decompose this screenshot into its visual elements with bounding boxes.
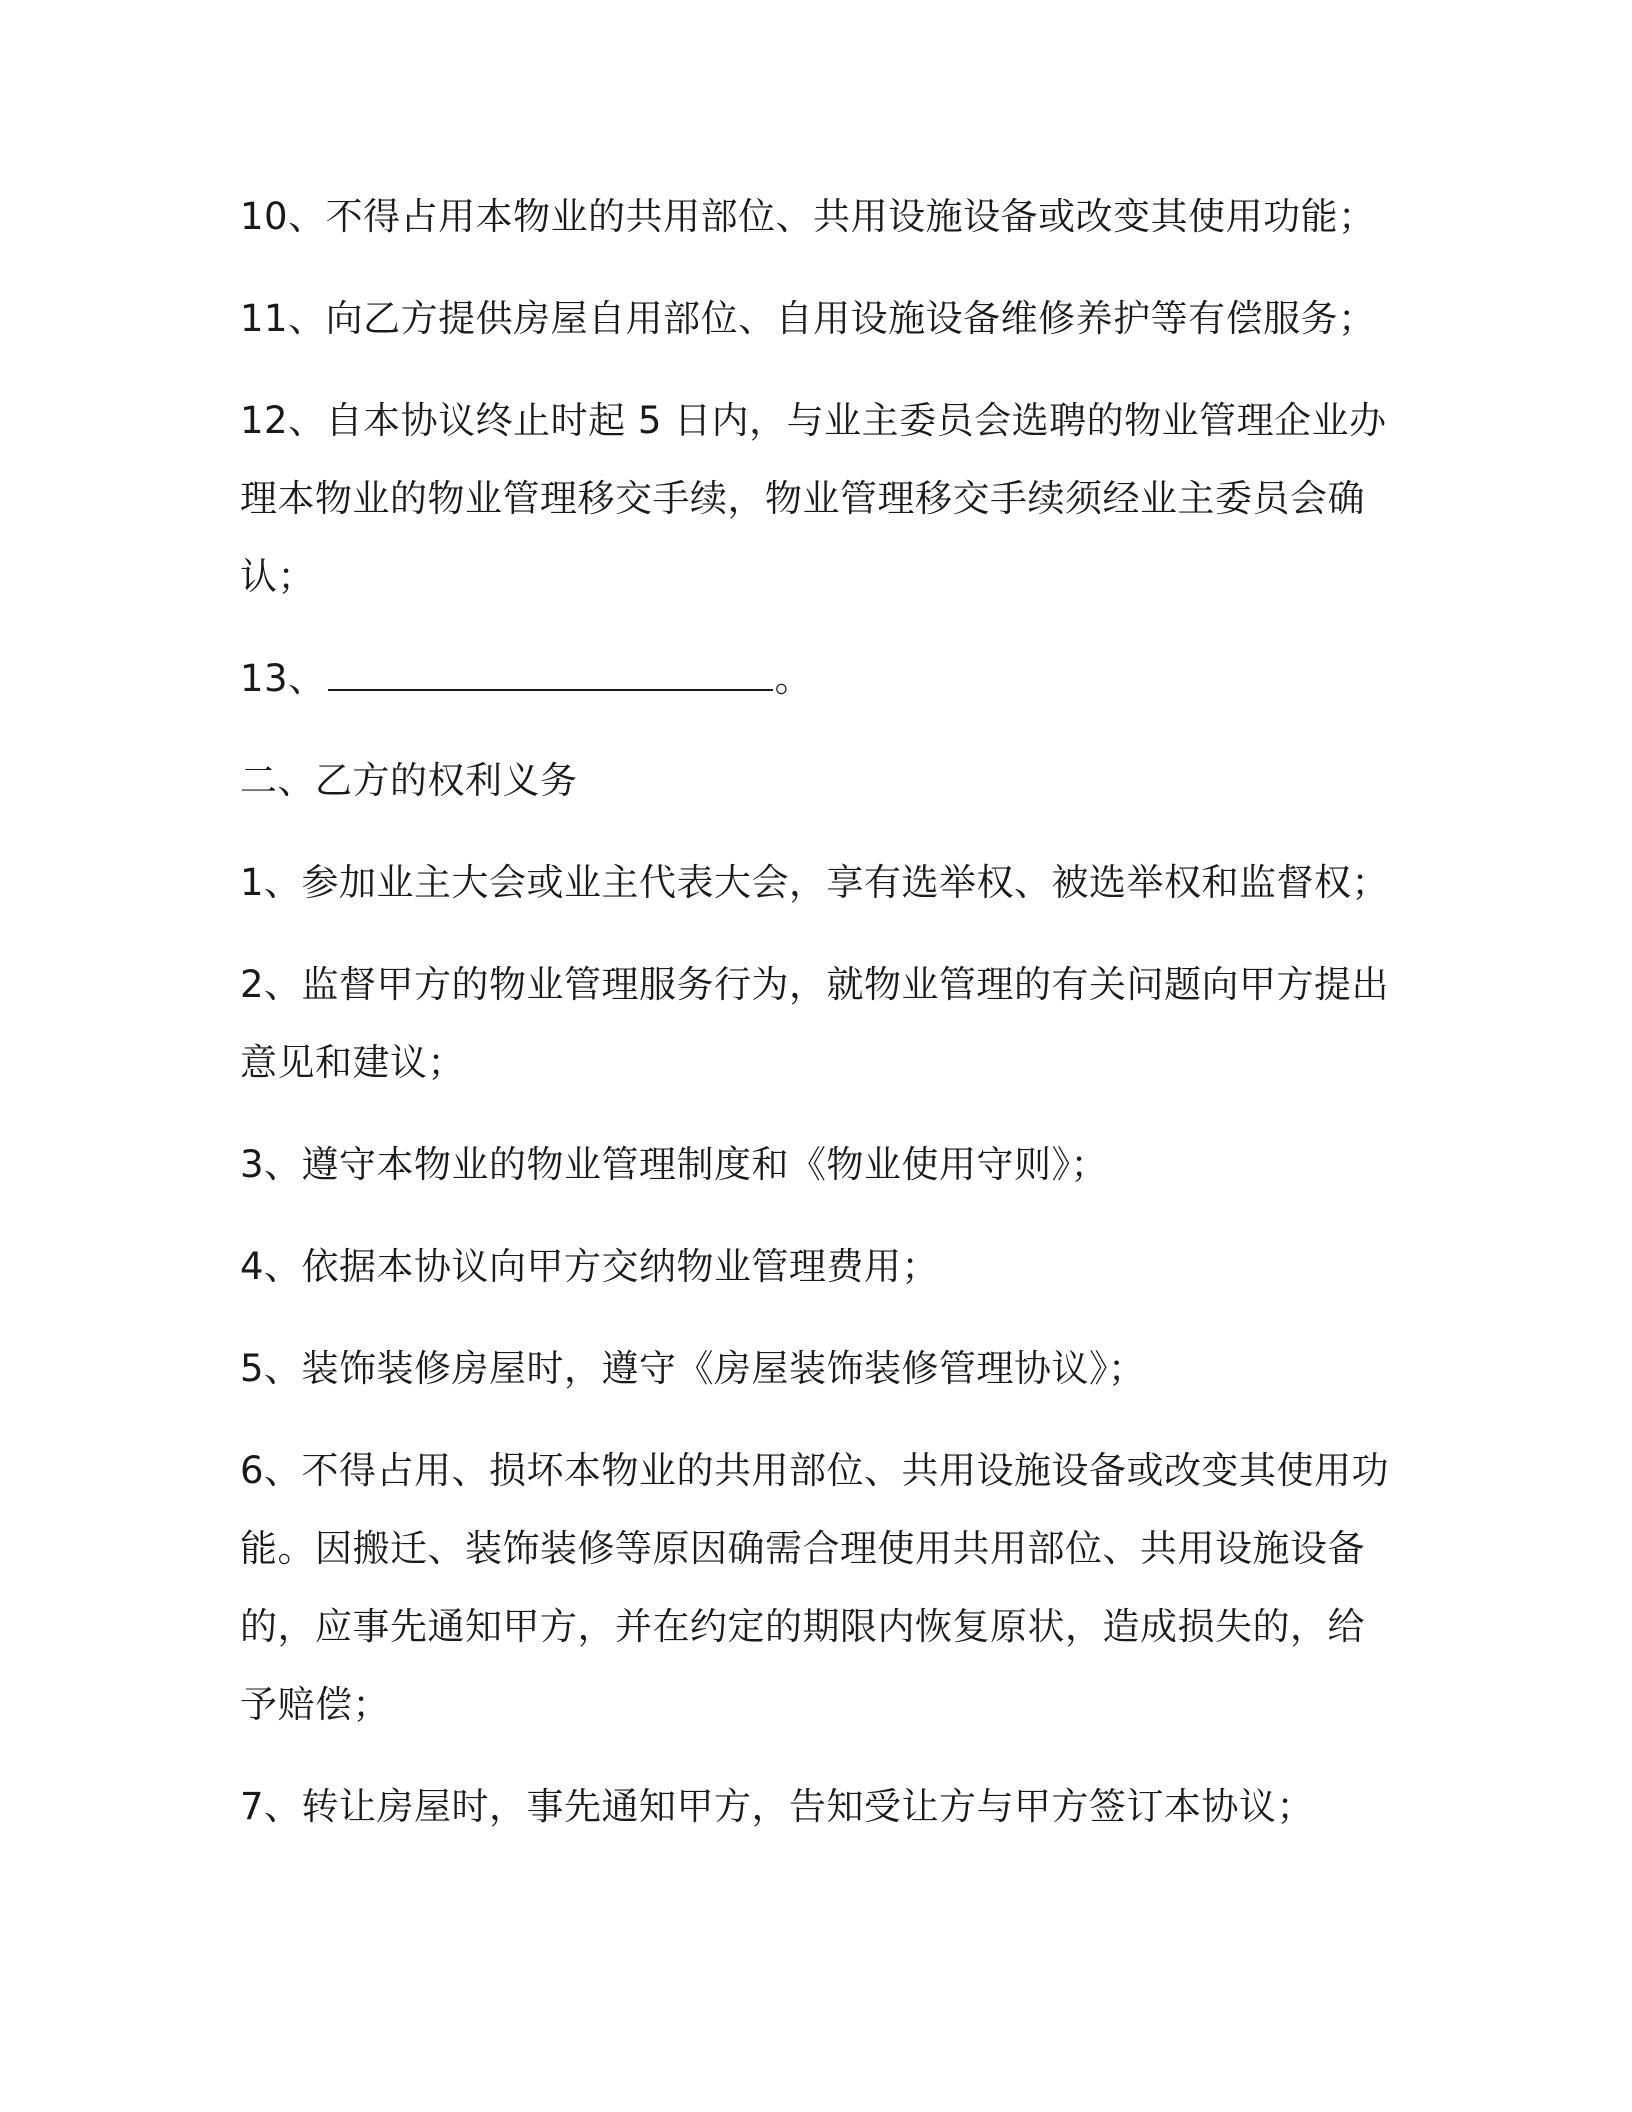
text-line-item-1: 1、参加业主大会或业主代表大会，享有选举权、被选举权和监督权； bbox=[240, 861, 1390, 904]
text-line-item-2: 2、监督甲方的物业管理服务行为，就物业管理的有关问题向甲方提出 bbox=[240, 963, 1390, 1006]
text-line-item-10: 10、不得占用本物业的共用部位、共用设施设备或改变其使用功能； bbox=[240, 195, 1376, 238]
text-line-item-12: 12、自本协议终止时起 5 日内，与业主委员会选聘的物业管理企业办 bbox=[240, 399, 1387, 442]
item-13-number: 13、 bbox=[240, 657, 326, 700]
text-line-item-3: 3、遵守本物业的物业管理制度和《物业使用守则》； bbox=[240, 1143, 1109, 1186]
text-line-item-11: 11、向乙方提供房屋自用部位、自用设施设备维修养护等有偿服务； bbox=[240, 297, 1376, 340]
fill-in-blank bbox=[328, 659, 773, 691]
text-line-item-6-end: 予赔偿； bbox=[240, 1683, 390, 1726]
text-line-item-12-end: 认； bbox=[240, 555, 315, 598]
text-line-item-12-cont: 理本物业的物业管理移交手续，物业管理移交手续须经业主委员会确 bbox=[240, 477, 1365, 520]
text-line-item-13 bbox=[240, 659, 1400, 699]
section-heading: 二、乙方的权利义务 bbox=[240, 759, 578, 802]
text-line-item-2-cont: 意见和建议； bbox=[240, 1041, 465, 1084]
text-line-item-6-cont-1: 能。因搬迁、装饰装修等原因确需合理使用共用部位、共用设施设备 bbox=[240, 1527, 1365, 1570]
text-line-item-4: 4、依据本协议向甲方交纳物业管理费用； bbox=[240, 1245, 940, 1288]
text-line-item-6: 6、不得占用、损坏本物业的共用部位、共用设施设备或改变其使用功 bbox=[240, 1449, 1390, 1492]
text-line-item-6-cont-2: 的，应事先通知甲方，并在约定的期限内恢复原状，造成损失的，给 bbox=[240, 1605, 1365, 1648]
item-13-end: 。 bbox=[774, 657, 813, 700]
text-line-item-7: 7、转让房屋时，事先通知甲方，告知受让方与甲方签订本协议； bbox=[240, 1785, 1315, 1828]
text-line-item-5: 5、装饰装修房屋时，遵守《房屋装饰装修管理协议》； bbox=[240, 1347, 1146, 1390]
